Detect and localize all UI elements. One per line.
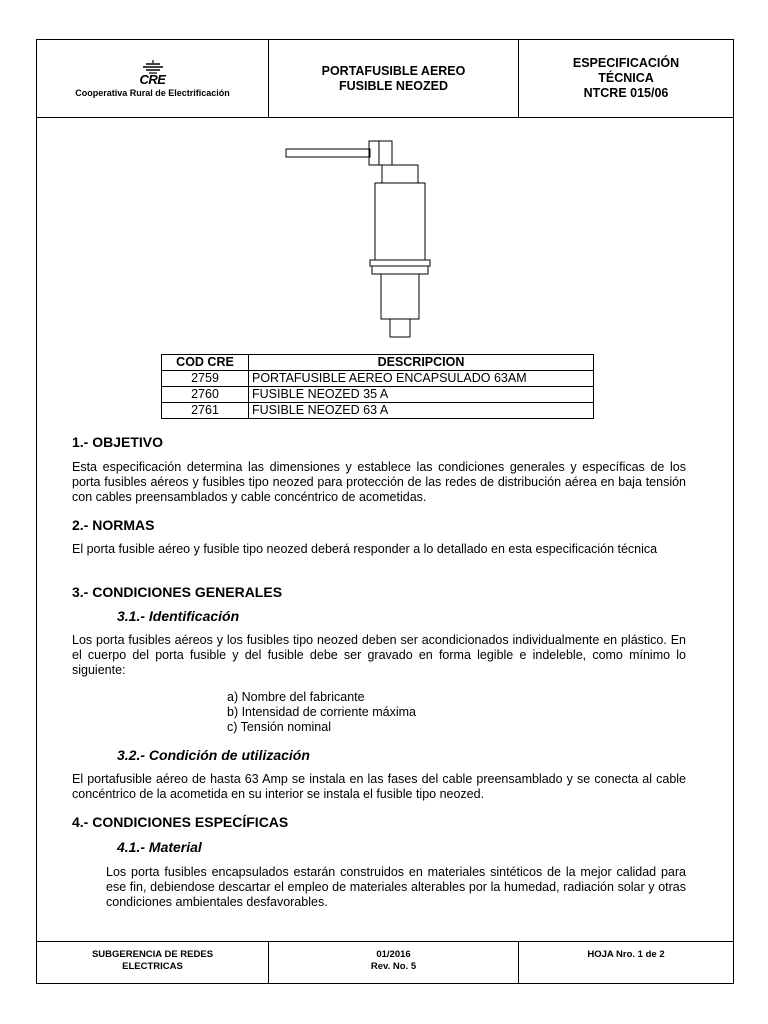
col-header-code: COD CRE bbox=[162, 355, 249, 371]
document-footer bbox=[37, 941, 733, 983]
cell-description: FUSIBLE NEOZED 63 A bbox=[249, 403, 594, 419]
subsection-heading-identificacion: 3.1.- Identificación bbox=[117, 608, 240, 624]
footer-revision: Rev. No. 5 bbox=[370, 961, 417, 972]
section-text-normas: El porta fusible aéreo y fusible tipo neozed deberá responder a lo detallado en esta especificación técnica bbox=[72, 542, 658, 556]
header-title-cell bbox=[269, 40, 519, 117]
footer-dept-cell bbox=[37, 942, 269, 983]
spec-line3: NTCRE 015/06 bbox=[583, 86, 669, 100]
cell-description: FUSIBLE NEOZED 35 A bbox=[249, 387, 594, 403]
section-heading-normas: 2.- NORMAS bbox=[72, 517, 155, 533]
list-item: b) Intensidad de corriente máxima bbox=[227, 705, 416, 719]
footer-dept-line1: SUBGERENCIA DE REDES bbox=[91, 949, 214, 960]
subsection-text-condicion-utilizacion: El portafusible aéreo de hasta 63 Amp se instala en las fases del cable preensamblado y se conecta al cable concéntrico de la acometida en su interior se instala el fusible tipo neozed. bbox=[72, 772, 686, 801]
table-header-row bbox=[162, 355, 594, 371]
document-header bbox=[37, 40, 733, 118]
footer-page-number: HOJA Nro. 1 de 2 bbox=[587, 949, 665, 960]
footer-page-cell bbox=[519, 942, 733, 983]
header-logo-cell bbox=[37, 40, 269, 117]
spec-line1: ESPECIFICACIÓN bbox=[572, 56, 680, 70]
table-row bbox=[162, 387, 594, 403]
list-item: a) Nombre del fabricante bbox=[227, 690, 365, 704]
subsection-text-material: Los porta fusibles encapsulados estarán construidos en materiales sintéticos de la mejor calidad para ese fin, debiendose descartar el empleo de materiales alterables por la humedad, radiación solar y otras condiciones ambientales desfavorables. bbox=[106, 865, 686, 909]
header-spec-cell bbox=[519, 40, 733, 117]
identification-list bbox=[227, 690, 416, 735]
table-row bbox=[162, 403, 594, 419]
section-heading-condiciones-generales: 3.- CONDICIONES GENERALES bbox=[72, 584, 283, 600]
product-code-table bbox=[161, 354, 594, 419]
logo-text: CRE bbox=[139, 71, 166, 87]
footer-date-cell bbox=[269, 942, 519, 983]
section-heading-condiciones-especificas: 4.- CONDICIONES ESPECÍFICAS bbox=[72, 814, 289, 830]
subsection-heading-condicion-utilizacion: 3.2.- Condición de utilización bbox=[117, 747, 310, 763]
cell-code: 2760 bbox=[162, 387, 249, 403]
section-heading-objetivo: 1.- OBJETIVO bbox=[72, 434, 164, 450]
doc-title-line2: FUSIBLE NEOZED bbox=[338, 78, 449, 93]
cell-code: 2761 bbox=[162, 403, 249, 419]
footer-dept-line2: ELECTRICAS bbox=[122, 961, 183, 972]
table-row bbox=[162, 371, 594, 387]
subsection-text-identificacion: Los porta fusibles aéreos y los fusibles tipo neozed deben ser acondicionados individualmente en plástico. En el cuerpo del porta fusible y del fusible debe ser gravado en forma legible e indeleble, como mínimo lo siguiente: bbox=[72, 633, 686, 677]
cell-code: 2759 bbox=[162, 371, 249, 387]
cell-description: PORTAFUSIBLE AEREO ENCAPSULADO 63AM bbox=[249, 371, 594, 387]
footer-date: 01/2016 bbox=[376, 949, 411, 960]
spec-line2: TÉCNICA bbox=[598, 71, 654, 85]
organization-name: Cooperativa Rural de Electrificación bbox=[75, 87, 230, 98]
col-header-description: DESCRIPCION bbox=[249, 355, 594, 371]
doc-title-line1: PORTAFUSIBLE AEREO bbox=[321, 63, 466, 78]
list-item: c) Tensión nominal bbox=[227, 720, 331, 734]
subsection-heading-material: 4.1.- Material bbox=[117, 839, 202, 855]
section-text-objetivo: Esta especificación determina las dimensiones y establece las condiciones generales y específicas de los porta fusibles aéreos y fusibles tipo neozed para protección de las redes de distribución aérea en baja tensión con cables preensamblados y cable concéntrico de acometidas. bbox=[72, 460, 686, 504]
fuse-holder-drawing bbox=[282, 135, 442, 345]
